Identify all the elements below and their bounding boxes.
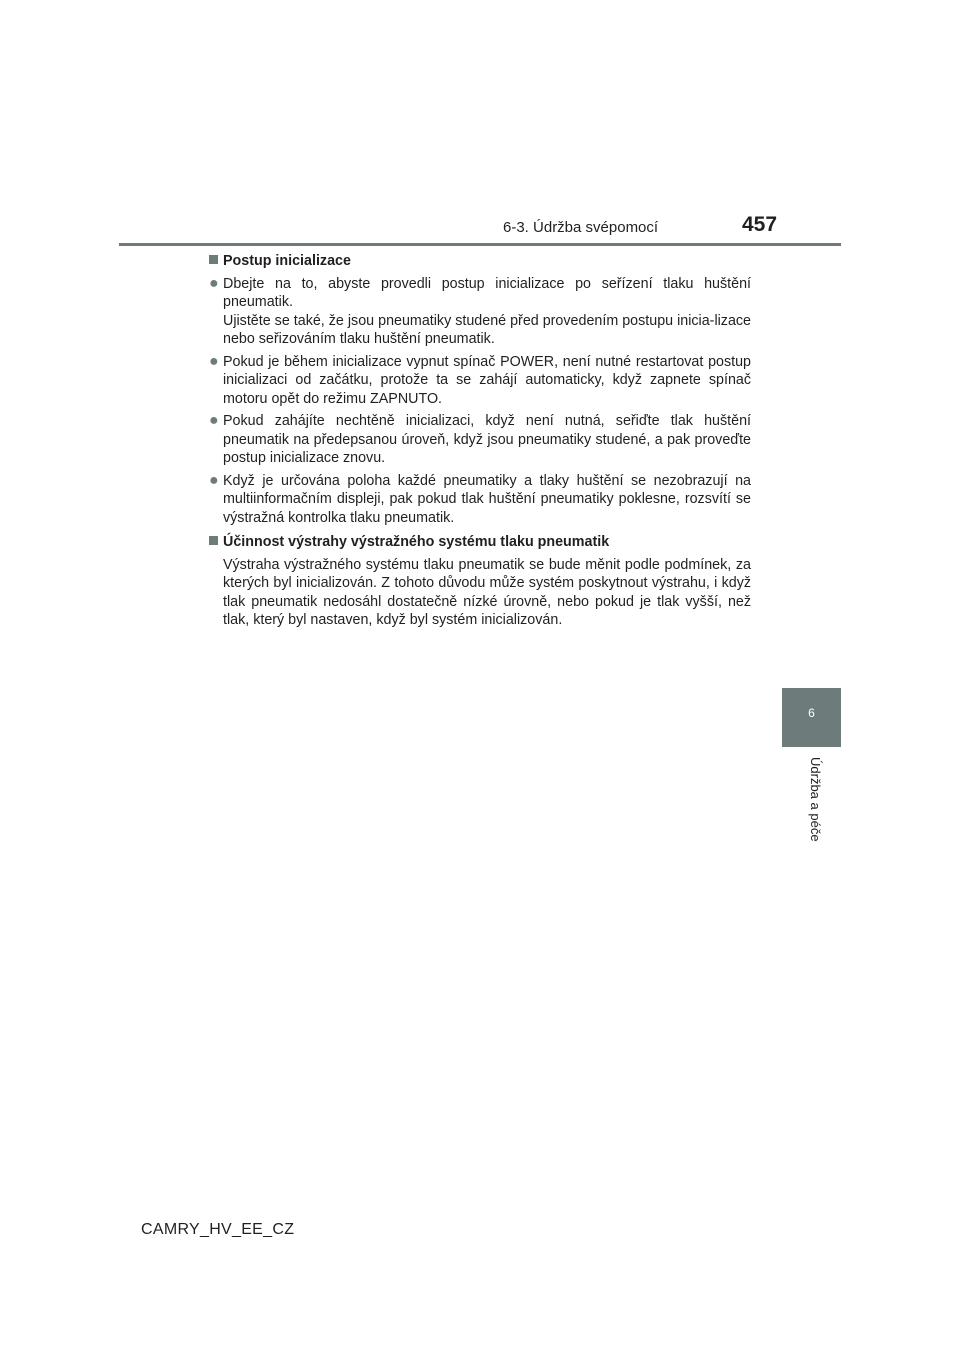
list-item-text: Pokud zahájíte nechtěně inicializaci, když není nutná, seřiďte tlak huštění pneumatik na předepsanou úroveň, když jsou pneumatiky studené, a pak proveďte postup inicializace znovu. xyxy=(223,413,751,466)
list-item-text: Když je určována poloha každé pneumatiky a tlaky huštění se nezobrazují na multiinformačním displeji, pak pokud tlak huštění pneumatiky poklesne, rozsvítí se výstražná kontrolka tlaku pneumatik. xyxy=(223,472,751,526)
list-item xyxy=(209,275,751,349)
section-heading-text: Účinnost výstrahy výstražného systému tlaku pneumatik xyxy=(223,534,610,550)
header-section-title: 6-3. Údržba svépomocí xyxy=(503,219,659,236)
round-bullet-icon: ● xyxy=(209,352,219,370)
list-item-extra-text: Ujistěte se také, že jsou pneumatiky studené před provedením postupu inicia-lizace nebo seřizováním tlaku huštění pneumatik. xyxy=(223,312,751,347)
list-item xyxy=(209,353,751,409)
page-number: 457 xyxy=(742,213,778,236)
section-paragraph: Výstraha výstražného systému tlaku pneumatik se bude měnit podle podmínek, za kterých byl inicializován. Z tohoto důvodu může systém poskytnout výstrahu, i když tlak pneumatik nedosáhl dostatečně nízké úrovně, nebo pokud je tlak vyšší, než tlak, který byl nastaven, když byl systém inicializován. xyxy=(223,556,751,628)
chapter-number: 6 xyxy=(808,706,815,720)
round-bullet-icon: ● xyxy=(209,471,219,489)
page-content xyxy=(209,252,751,630)
round-bullet-icon: ● xyxy=(209,274,219,292)
document-code: CAMRY_HV_EE_CZ xyxy=(141,1221,295,1238)
list-item xyxy=(209,412,751,468)
chapter-tab xyxy=(782,688,841,747)
list-item-text: Pokud je během inicializace vypnut spínač POWER, není nutné restartovat postup inicializaci od začátku, protože ta se zahájí automaticky, když zapnete spínač motoru opět do režimu ZAPNUTO. xyxy=(223,353,751,407)
list-item-text: Dbejte na to, abyste provedli postup inicializace po seřízení tlaku huštění pneumatik. xyxy=(223,275,751,310)
round-bullet-icon: ● xyxy=(209,412,219,429)
chapter-tab-label: Údržba a péče xyxy=(808,757,823,842)
list-item xyxy=(209,472,751,528)
section-heading-text: Postup inicializace xyxy=(223,253,351,269)
square-bullet-icon xyxy=(209,536,218,545)
square-bullet-icon xyxy=(209,255,218,264)
header-divider xyxy=(119,243,841,246)
section-heading xyxy=(209,533,751,552)
section-heading xyxy=(209,252,751,271)
